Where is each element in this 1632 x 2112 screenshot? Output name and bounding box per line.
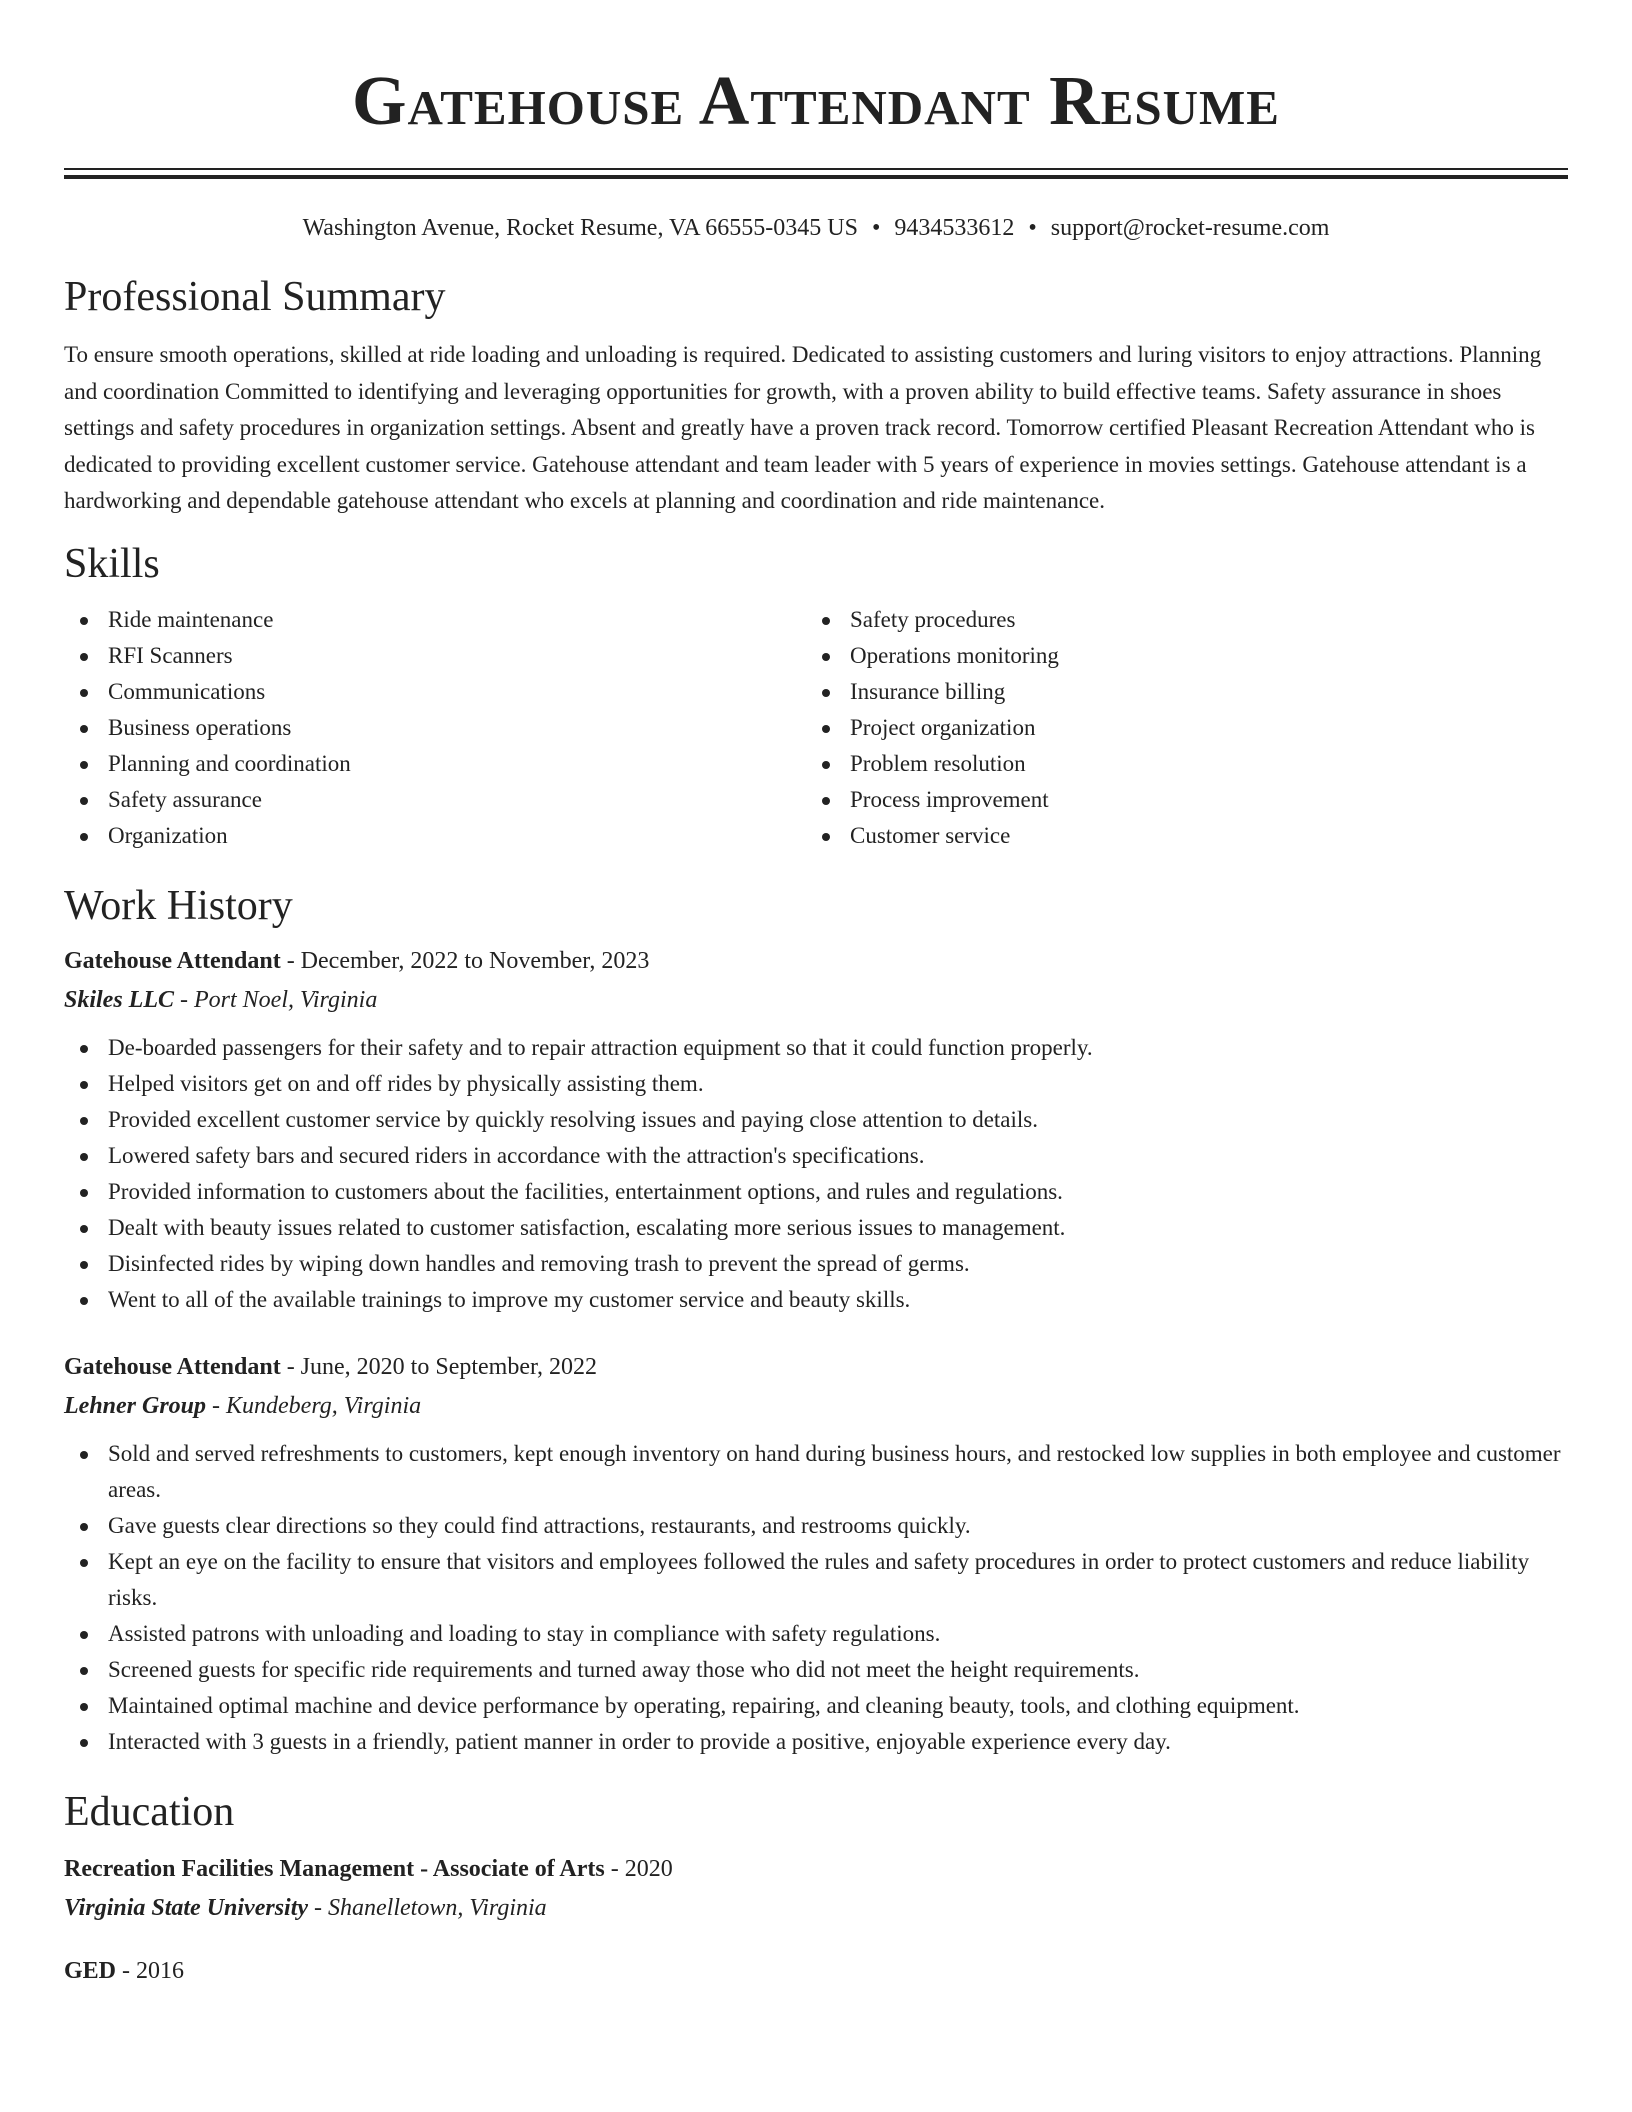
skill-item: Project organization — [806, 710, 1548, 746]
education-entry — [64, 1952, 1568, 1990]
degree-name: Recreation Facilities Management - Associate of Arts — [64, 1855, 605, 1882]
contact-email: support@rocket-resume.com — [1050, 215, 1330, 241]
contact-separator: • — [1028, 215, 1037, 241]
job-title: Gatehouse Attendant — [64, 947, 281, 974]
duty-item: Kept an eye on the facility to ensure that visitors and employees followed the rules and safety procedures in order to protect customers and reduce liability risks. — [64, 1544, 1568, 1616]
skill-item: Process improvement — [806, 782, 1548, 818]
company-name: Skiles LLC — [64, 986, 175, 1013]
skill-item: Problem resolution — [806, 746, 1548, 782]
skills-heading: Skills — [64, 540, 160, 587]
degree-line — [64, 1952, 1568, 1990]
duty-item: Disinfected rides by wiping down handles and removing trash to prevent the spread of germs. — [64, 1246, 1568, 1282]
contact-separator: • — [871, 215, 881, 241]
degree-year: - 2016 — [116, 1957, 185, 1984]
skill-item: Planning and coordination — [64, 746, 806, 782]
summary-text: To ensure smooth operations, skilled at ride loading and unloading is required. Dedicated to assisting customers and luring visitors to enjoy attractions. Planning and coordination Committed to identifying and leveraging opportunities for growth, with a proven ability to build effective teams. Safety assurance in shoes settings and safety procedures in organization settings. Absent and greatly have a proven track record. Tomorrow certified Pleasant Recreation Attendant who is dedicated to providing excellent customer service. Gatehouse attendant and team leader with 5 years of experience in movies settings. Gatehouse attendant is a hardworking and dependable gatehouse attendant who excels at planning and coordination and ride maintenance. — [64, 342, 1542, 513]
skill-item: Operations monitoring — [806, 638, 1548, 674]
skill-item: Communications — [64, 674, 806, 710]
job-title: Gatehouse Attendant — [64, 1353, 281, 1380]
skill-item: Insurance billing — [806, 674, 1548, 710]
skill-item: RFI Scanners — [64, 638, 806, 674]
duty-item: Provided excellent customer service by quickly resolving issues and paying close attention to details. — [64, 1102, 1568, 1138]
skills-list — [64, 602, 1568, 854]
duty-item: Helped visitors get on and off rides by physically assisting them. — [64, 1066, 1568, 1102]
job-dates: - June, 2020 to September, 2022 — [280, 1353, 598, 1380]
resume-page — [64, 0, 1568, 1990]
school-name: Virginia State University — [64, 1894, 309, 1921]
company-location: - Port Noel, Virginia — [174, 986, 378, 1013]
job-title-line — [64, 942, 1568, 980]
company-location: - Kundeberg, Virginia — [206, 1392, 422, 1419]
skill-item: Organization — [64, 818, 806, 854]
company-line — [64, 980, 1568, 1020]
skills-column-right — [806, 602, 1548, 854]
duty-item: Provided information to customers about the facilities, entertainment options, and rules and regulations. — [64, 1174, 1568, 1210]
duty-item: De-boarded passengers for their safety and to repair attraction equipment so that it could function properly. — [64, 1030, 1568, 1066]
school-line — [64, 1888, 1568, 1928]
job-dates: - December, 2022 to November, 2023 — [280, 947, 650, 974]
duty-item: Went to all of the available trainings to improve my customer service and beauty skills. — [64, 1282, 1568, 1318]
education-entry — [64, 1850, 1568, 1928]
job-duties — [64, 1030, 1568, 1318]
duty-item: Maintained optimal machine and device performance by operating, repairing, and cleaning beauty, tools, and clothing equipment. — [64, 1688, 1568, 1724]
contact-phone: 9434533612 — [894, 215, 1015, 241]
education-heading: Education — [64, 1788, 235, 1835]
job-entry — [64, 1348, 1568, 1760]
duty-item: Gave guests clear directions so they could find attractions, restaurants, and restrooms quickly. — [64, 1508, 1568, 1544]
skill-item: Safety assurance — [64, 782, 806, 818]
skill-item: Ride maintenance — [64, 602, 806, 638]
job-entry — [64, 942, 1568, 1318]
skill-item: Safety procedures — [806, 602, 1548, 638]
job-title-line — [64, 1348, 1568, 1386]
duty-item: Dealt with beauty issues related to customer satisfaction, escalating more serious issues to management. — [64, 1210, 1568, 1246]
degree-name: GED — [64, 1957, 117, 1984]
degree-line — [64, 1850, 1568, 1888]
contact-line — [64, 213, 1568, 243]
duty-item: Interacted with 3 guests in a friendly, patient manner in order to provide a positive, enjoyable experience every day. — [64, 1724, 1568, 1760]
school-location: - Shanelletown, Virginia — [308, 1894, 547, 1921]
duty-item: Lowered safety bars and secured riders in accordance with the attraction's specifications. — [64, 1138, 1568, 1174]
work-heading: Work History — [64, 882, 293, 929]
resume-title: Gatehouse Attendant Resume — [352, 63, 1280, 140]
skill-item: Business operations — [64, 710, 806, 746]
job-duties — [64, 1436, 1568, 1760]
company-name: Lehner Group — [64, 1392, 207, 1419]
duty-item: Sold and served refreshments to customers, kept enough inventory on hand during business hours, and restocked low supplies in both employee and customer areas. — [64, 1436, 1568, 1508]
contact-address: Washington Avenue, Rocket Resume, VA 66555-0345 US — [302, 215, 858, 241]
degree-year: - 2020 — [604, 1855, 673, 1882]
duty-item: Screened guests for specific ride requirements and turned away those who did not meet the height requirements. — [64, 1652, 1568, 1688]
duty-item: Assisted patrons with unloading and loading to stay in compliance with safety regulations. — [64, 1616, 1568, 1652]
company-line — [64, 1386, 1568, 1426]
skills-column-left — [64, 602, 806, 854]
summary-heading: Professional Summary — [64, 274, 446, 320]
skill-item: Customer service — [806, 818, 1548, 854]
title-divider — [64, 168, 1568, 179]
